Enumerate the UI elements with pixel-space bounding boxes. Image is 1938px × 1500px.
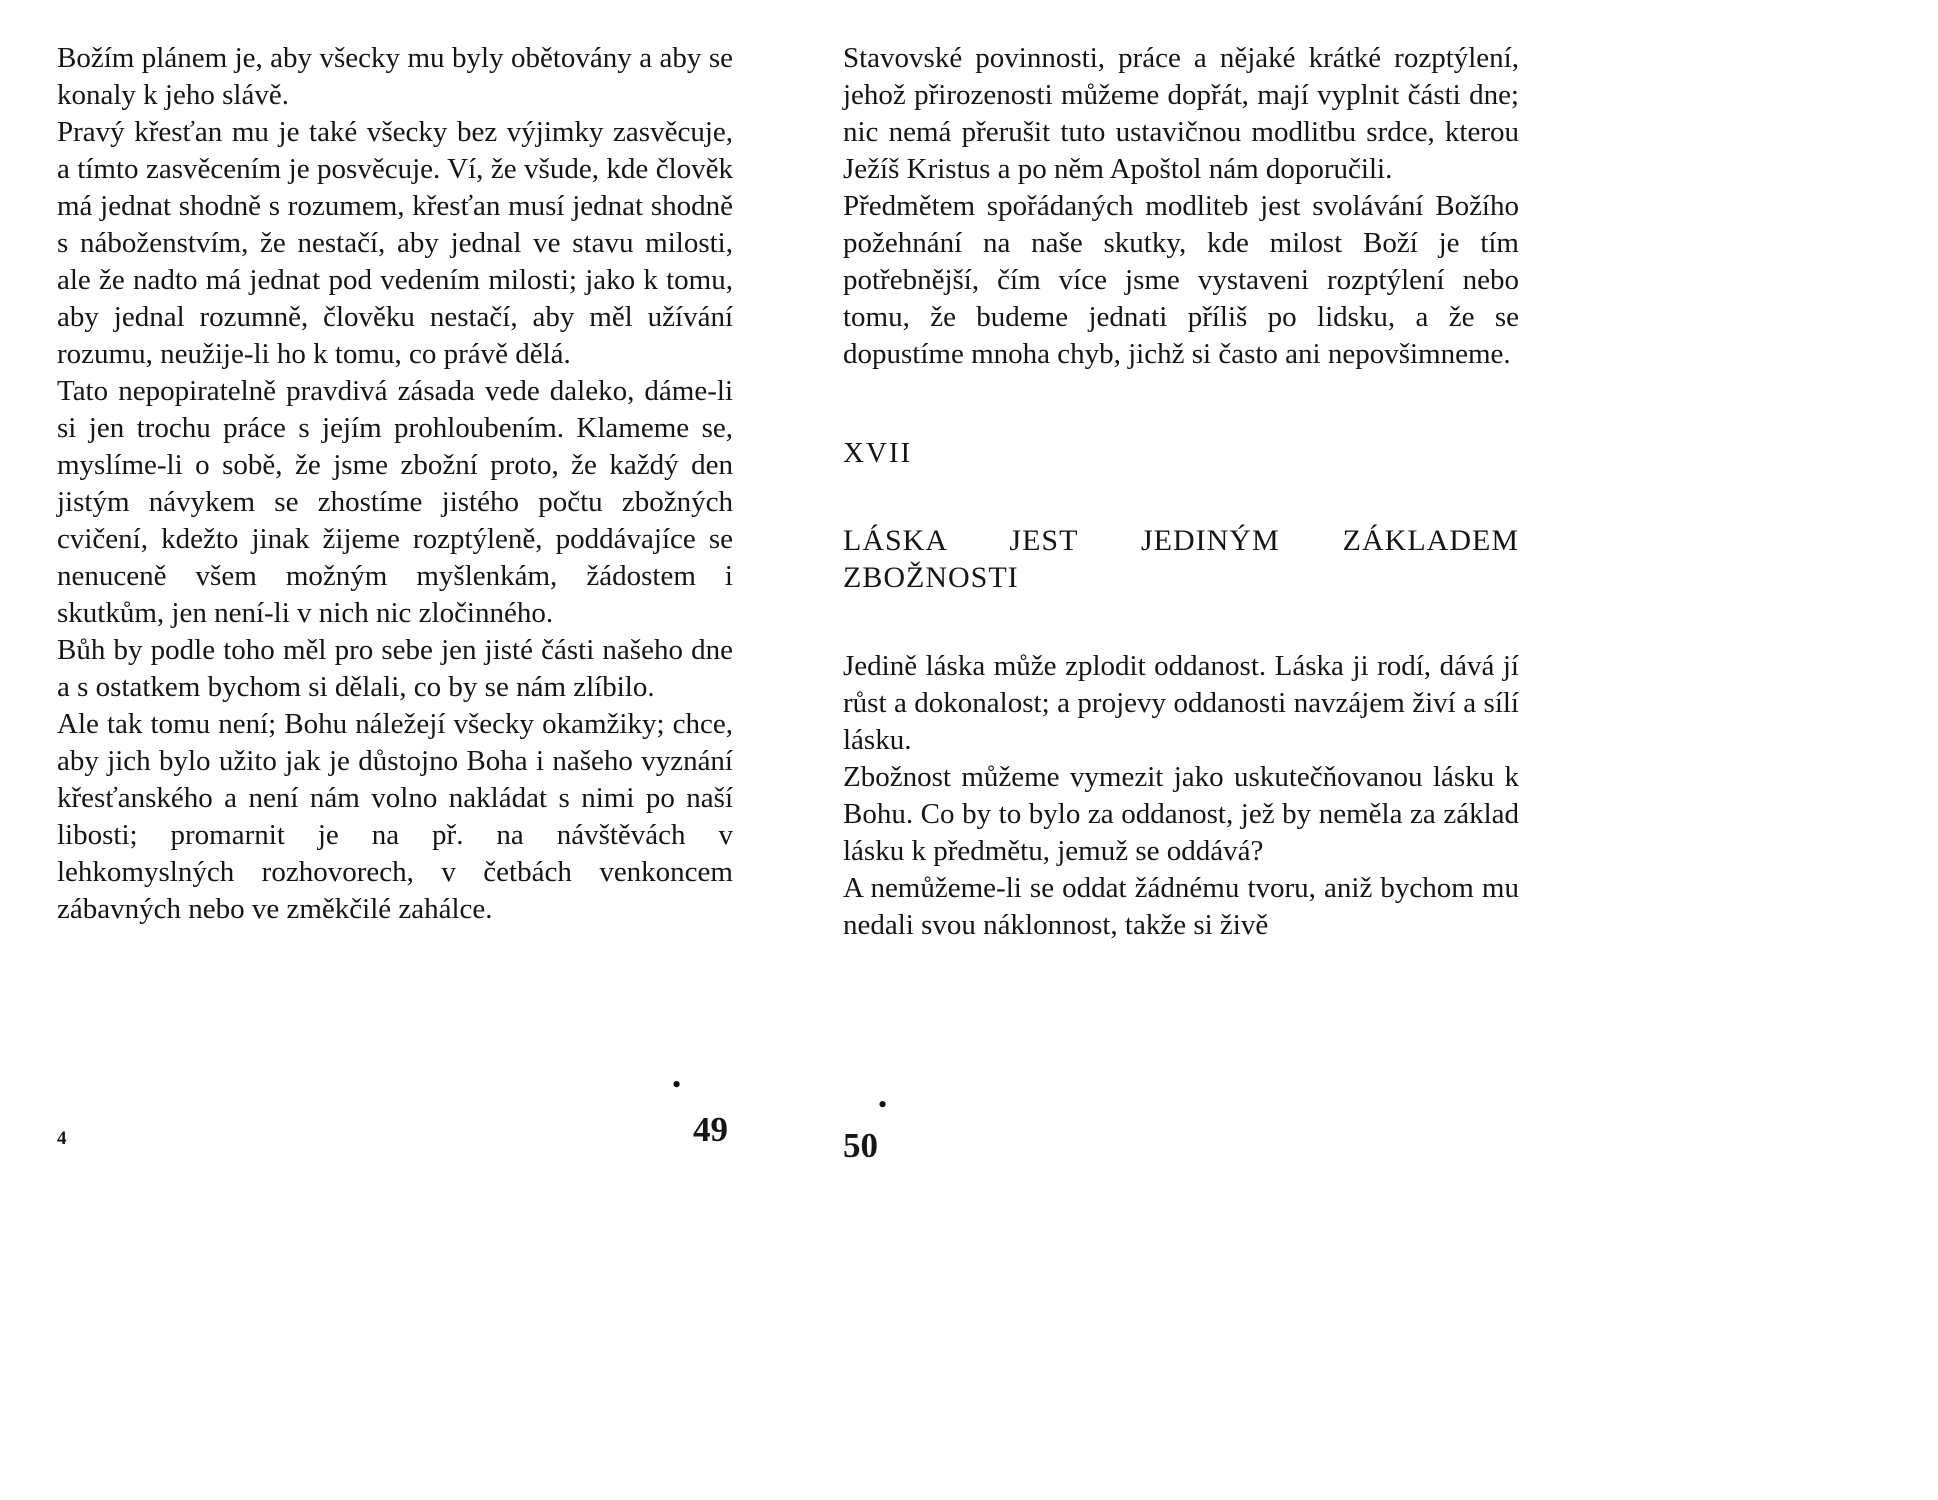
chapter-heading: LÁSKA JEST JEDINÝM ZÁKLADEM ZBOŽNOSTI: [843, 524, 1519, 594]
page-number-left: 49: [693, 1110, 728, 1149]
paragraph: Tato nepopiratelně pravdivá zásada vede daleko, dáme-li si jen trochu práce s jejím prohloubením. Klameme se, myslíme-li o sobě, že jsme zbožní proto, že každý den jistým návykem se zhostíme jistého počtu zbožných cvičení, kdežto jinak žijeme rozptýleně, poddávajíce se nenuceně všem možným myšlenkám, žádostem i skutkům, jen není-li v nich nic zločinného.: [57, 375, 733, 629]
paragraph: Jedině láska může zplodit oddanost. Láska ji rodí, dává jí růst a dokonalost; a projevy oddanosti navzájem živí a sílí lásku.: [843, 650, 1519, 756]
printers-mark-dot: •: [878, 1090, 888, 1119]
paragraph: Předmětem spořádaných modliteb jest svolávání Božího požehnání na naše skutky, kde milost Boží je tím potřebnější, čím více jsme vystaveni rozptýlení nebo tomu, že budeme jednati příliš po lidsku, a že se dopustíme mnoha chyb, jichž si často ani nepovšimneme.: [843, 190, 1519, 370]
paragraph: Zbožnost můžeme vymezit jako uskutečňovanou lásku k Bohu. Co by to bylo za oddanost, jež by neměla za základ lásku k předmětu, jemuž se oddává?: [843, 761, 1519, 867]
page-right-text: [843, 40, 1519, 944]
printers-mark-dot: •: [672, 1070, 682, 1099]
signature-mark: 4: [57, 1128, 67, 1149]
paragraph: Stavovské povinnosti, práce a nějaké krátké rozptýlení, jehož přirozenosti můžeme dopřát, mají vyplnit části dne; nic nemá přerušit tuto ustavičnou modlitbu srdce, kterou Ježíš Kristus a po něm Apoštol nám doporučili.: [843, 42, 1519, 185]
page-left-text: [57, 40, 733, 928]
paragraph: Pravý křesťan mu je také všecky bez výjimky zasvěcuje, a tímto zasvěcením je posvěcuje. Ví, že všude, kde člověk má jednat shodně s rozumem, křesťan musí jednat shodně s náboženstvím, že nestačí, aby jednal ve stavu milosti, ale že nadto má jednat pod vedením milosti; jako k tomu, aby jednal rozumně, člověku nestačí, aby měl užívání rozumu, neužije-li ho k tomu, co právě dělá.: [57, 116, 733, 370]
paragraph: A nemůžeme-li se oddat žádnému tvoru, aniž bychom mu nedali svou náklonnost, takže si živě: [843, 872, 1519, 941]
section-number: XVII: [843, 437, 913, 469]
paragraph: Ale tak tomu není; Bohu náležejí všecky okamžiky; chce, aby jich bylo užito jak je důstojno Boha i našeho vyznání křesťanského a není nám volno nakládat s nimi po naší libosti; promarnit je na př. na návštěvách v lehkomyslných rozhovorech, v četbách venkoncem zábavných nebo ve změkčilé zahálce.: [57, 708, 733, 925]
paragraph: Božím plánem je, aby všecky mu byly obětovány a aby se konaly k jeho slávě.: [57, 42, 733, 111]
paragraph: Bůh by podle toho měl pro sebe jen jisté části našeho dne a s ostatkem bychom si dělali, co by se nám zlíbilo.: [57, 634, 733, 703]
page-number-right: 50: [843, 1126, 878, 1165]
